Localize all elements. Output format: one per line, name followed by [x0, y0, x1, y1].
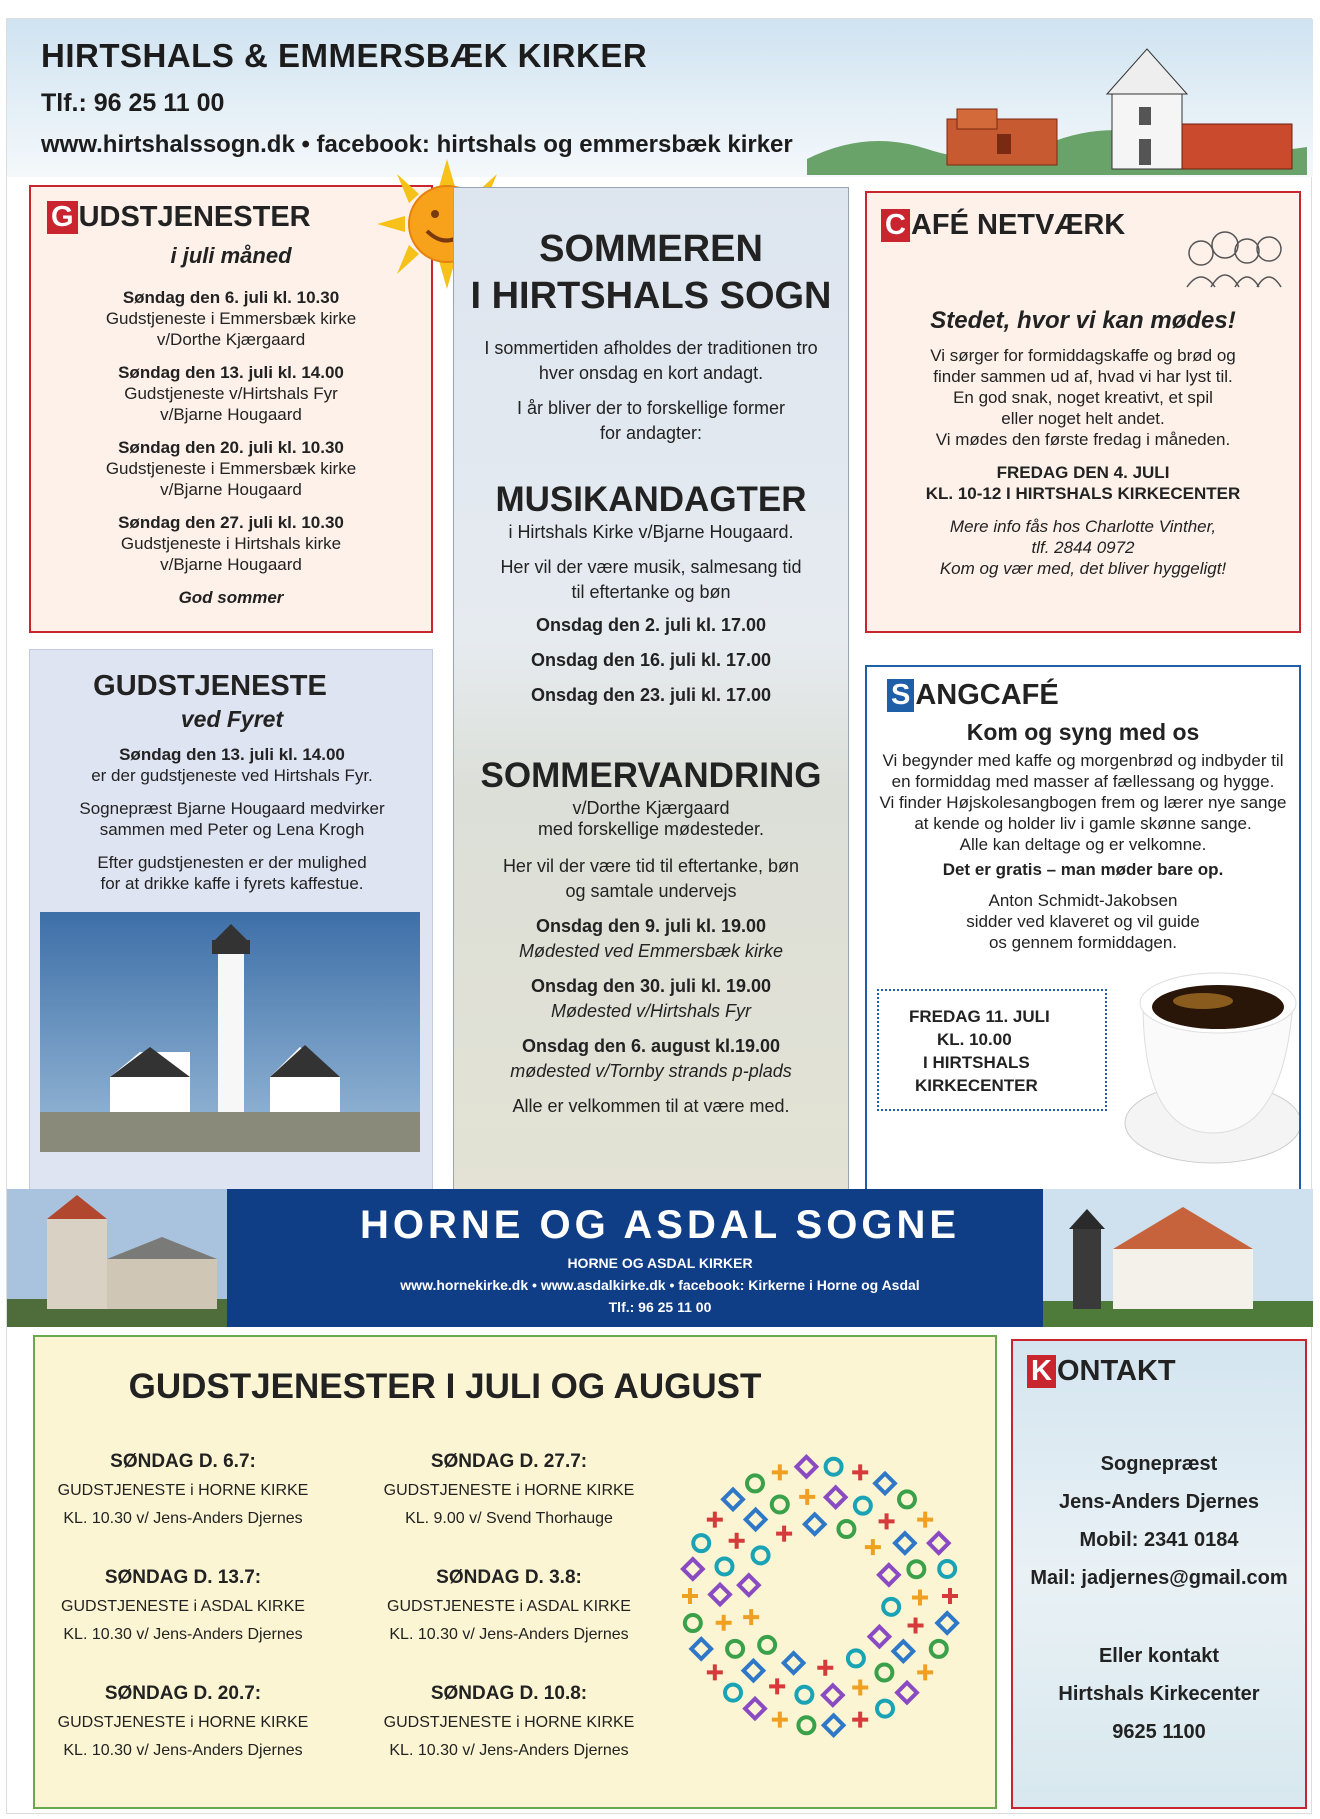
- header-title: HIRTSHALS & EMMERSBÆK KIRKER: [41, 37, 648, 74]
- sangcafe-box: [865, 665, 1301, 1191]
- lighthouse-photo: [40, 912, 420, 1152]
- gudstjenester-title: [47, 201, 311, 234]
- title-initial: K: [1027, 1355, 1056, 1388]
- fyret-line: er der gudstjeneste ved Hirtshals Fyr.: [91, 766, 373, 785]
- wreath-symbol: [805, 1514, 825, 1534]
- title-initial: C: [881, 209, 910, 242]
- wreath-symbol: [870, 1627, 890, 1647]
- wreath-symbol: [824, 1715, 844, 1735]
- schedule-what: GUDSTJENESTE i HORNE KIRKE: [383, 1482, 635, 1499]
- wreath-symbol: [852, 1464, 868, 1480]
- schedule-item: [379, 1679, 639, 1765]
- wreath-symbol: [883, 1599, 899, 1615]
- musik-date: Onsdag den 2. juli kl. 17.00: [535, 615, 767, 635]
- cafe-info: Kom og vær med, det bliver hyggeligt!: [939, 559, 1227, 578]
- vandring-place: Mødested ved Emmersbæk kirke: [518, 941, 784, 961]
- wreath-symbol: [939, 1561, 955, 1577]
- cafe-info: Mere info fås hos Charlotte Vinther,: [949, 517, 1217, 536]
- header-web: www.hirtshalssogn.dk • facebook: hirtshals og emmersbæk kirker: [41, 131, 793, 158]
- horne-web: www.hornekirke.dk • www.asdalkirke.dk • facebook: Kirkerne i Horne og Asdal: [400, 1277, 920, 1293]
- vandring-item: [454, 974, 848, 1024]
- gudstjenester-box: [29, 185, 433, 633]
- vandring-place: mødested v/Tornby strands p-plads: [510, 1061, 792, 1081]
- wreath-symbol: [716, 1558, 732, 1574]
- wreath-symbol: [865, 1539, 881, 1555]
- service-date: Søndag den 20. juli kl. 10.30: [118, 438, 344, 457]
- sommeren-box: [453, 187, 849, 1191]
- gudstjenester-footer: God sommer: [178, 588, 284, 607]
- sommeren-text: hver onsdag en kort andagt.: [538, 363, 764, 383]
- kontakt-line: Eller kontakt: [1098, 1645, 1220, 1667]
- when-line: KL. 10.00: [937, 1030, 1012, 1049]
- wreath-symbol: [725, 1685, 741, 1701]
- wreath-symbol: [685, 1615, 701, 1631]
- kontakt-line: Mobil: 2341 0184: [1079, 1529, 1239, 1551]
- fyret-subtitle: ved Fyret: [180, 706, 284, 732]
- schedule-day: SØNDAG D. 13.7:: [104, 1567, 262, 1588]
- sangcafe-when: [877, 989, 1107, 1111]
- page: [6, 18, 1312, 1814]
- fyret-text: [30, 744, 434, 894]
- wreath-symbol: [772, 1496, 788, 1512]
- title-text: ONTAKT: [1056, 1355, 1176, 1387]
- wreath-symbol: [747, 1475, 763, 1491]
- wreath-symbol: [784, 1653, 804, 1673]
- symbol-wreath-icon: [665, 1441, 975, 1751]
- wreath-symbol: [683, 1559, 703, 1579]
- coffee-cup-icon: [1103, 943, 1299, 1175]
- juli-aug-col1: [53, 1447, 313, 1765]
- header-phone: Tlf.: 96 25 11 00: [41, 89, 225, 117]
- wreath-symbol: [727, 1641, 743, 1657]
- cafe-box: [865, 191, 1301, 633]
- title-text: AFÉ NETVÆRK: [910, 209, 1126, 241]
- schedule-item: [379, 1447, 639, 1533]
- schedule-what: GUDSTJENESTE i ASDAL KIRKE: [61, 1598, 305, 1615]
- wreath-symbol: [716, 1615, 732, 1631]
- wreath-symbol: [908, 1618, 924, 1634]
- service-date: Søndag den 27. juli kl. 10.30: [118, 513, 344, 532]
- wreath-symbol: [682, 1588, 698, 1604]
- schedule-day: SØNDAG D. 6.7:: [110, 1451, 256, 1472]
- schedule-what: GUDSTJENESTE i ASDAL KIRKE: [387, 1598, 631, 1615]
- cafe-line: Vi mødes den første fredag i måneden.: [935, 430, 1231, 449]
- sommeren-text: I sommertiden afholdes der traditionen tro: [484, 338, 818, 358]
- service-line: v/Bjarne Hougaard: [160, 405, 302, 424]
- wreath-symbol: [917, 1664, 933, 1680]
- schedule-day: SØNDAG D. 3.8:: [436, 1567, 582, 1588]
- sangcafe-title: [887, 679, 1059, 712]
- schedule-day: SØNDAG D. 20.7:: [104, 1683, 262, 1704]
- schedule-what: GUDSTJENESTE i HORNE KIRKE: [57, 1714, 309, 1731]
- wreath-symbol: [817, 1660, 833, 1676]
- wreath-symbol: [917, 1512, 933, 1528]
- musik-title: MUSIKANDAGTER: [495, 480, 807, 519]
- people-icon: [1181, 227, 1287, 289]
- schedule-item: [53, 1447, 313, 1533]
- sommeren-title2: I HIRTSHALS SOGN: [470, 275, 832, 317]
- sangcafe-line: Alle kan deltage og er velkomne.: [959, 835, 1207, 854]
- service-date: Søndag den 6. juli kl. 10.30: [122, 288, 340, 307]
- wreath-symbol: [855, 1498, 871, 1514]
- wreath-symbol: [823, 1685, 843, 1705]
- wreath-symbol: [877, 1701, 893, 1717]
- sangcafe-line: at kende og holder liv i gamle skønne sange.: [914, 814, 1252, 833]
- wreath-symbol: [796, 1687, 812, 1703]
- schedule-who: KL. 10.30 v/ Jens-Anders Djernes: [63, 1626, 303, 1643]
- wreath-symbol: [739, 1575, 759, 1595]
- vandring-date: Onsdag den 6. august kl.19.00: [521, 1036, 781, 1056]
- wreath-symbol: [776, 1526, 792, 1542]
- fyret-line: Efter gudstjenesten er der mulighed: [97, 853, 367, 872]
- service-line: v/Bjarne Hougaard: [160, 480, 302, 499]
- wreath-symbol: [908, 1561, 924, 1577]
- vandring-place: Mødested v/Hirtshals Fyr: [550, 1001, 752, 1021]
- schedule-what: GUDSTJENESTE i HORNE KIRKE: [57, 1482, 309, 1499]
- fyret-line: Sognepræst Bjarne Hougaard medvirker: [79, 799, 385, 818]
- schedule-day: SØNDAG D. 27.7:: [430, 1451, 588, 1472]
- title-text: ANGCAFÉ: [915, 679, 1059, 711]
- cafe-line: finder sammen ud af, hvad vi har lyst til.: [933, 367, 1233, 386]
- gudstjenester-subtitle: i juli måned: [170, 243, 292, 268]
- header-banner: [7, 19, 1313, 177]
- when-line: KIRKECENTER: [915, 1076, 1038, 1095]
- sommeren-text: I år bliver der to forskellige former: [516, 398, 786, 418]
- wreath-symbol: [899, 1491, 915, 1507]
- wreath-symbol: [729, 1533, 745, 1549]
- title-initial: G: [47, 201, 78, 234]
- wreath-symbol: [879, 1513, 895, 1529]
- horne-title: HORNE OG ASDAL SOGNE: [359, 1203, 961, 1247]
- sangcafe-line: Vi finder Højskolesangbogen frem og lærer nye sange: [879, 793, 1287, 812]
- service-line: Gudstjeneste v/Hirtshals Fyr: [124, 384, 338, 403]
- cafe-line: Vi sørger for formiddagskaffe og brød og: [930, 346, 1236, 365]
- service-line: v/Bjarne Hougaard: [160, 555, 302, 574]
- wreath-symbol: [723, 1489, 743, 1509]
- horne-phone: Tlf.: 96 25 11 00: [608, 1299, 712, 1315]
- cafe-headline: Stedet, hvor vi kan mødes!: [930, 307, 1236, 334]
- schedule-who: KL. 10.30 v/ Jens-Anders Djernes: [63, 1742, 303, 1759]
- wreath-symbol: [744, 1661, 764, 1681]
- sommeren-title1: SOMMEREN: [539, 228, 763, 270]
- horne-sub: HORNE OG ASDAL KIRKER: [567, 1255, 753, 1271]
- gudstjenester-list: [31, 287, 431, 608]
- vandring-sub: med forskellige mødesteder.: [537, 819, 765, 839]
- cafe-title: [881, 209, 1125, 242]
- wreath-symbol: [937, 1613, 957, 1633]
- wreath-symbol: [745, 1699, 765, 1719]
- wreath-symbol: [797, 1457, 817, 1477]
- schedule-who: KL. 9.00 v/ Svend Thorhauge: [405, 1510, 613, 1527]
- church-illustration: [807, 39, 1307, 175]
- sangcafe-line: os gennem formiddagen.: [988, 933, 1178, 952]
- vandring-text: Her vil der være tid til eftertanke, bøn: [502, 856, 800, 876]
- service-item: [31, 437, 431, 500]
- wreath-symbol: [759, 1637, 775, 1653]
- service-line: Gudstjeneste i Emmersbæk kirke: [105, 309, 357, 328]
- musik-date: Onsdag den 16. juli kl. 17.00: [530, 650, 772, 670]
- kontakt-line: Sognepræst: [1100, 1453, 1218, 1475]
- sangcafe-free: Det er gratis – man møder bare op.: [942, 860, 1224, 879]
- kontakt-title: [1027, 1355, 1176, 1388]
- schedule-item: [53, 1563, 313, 1649]
- horne-banner: [7, 1189, 1313, 1327]
- wreath-symbol: [942, 1588, 958, 1604]
- sangcafe-line: sidder ved klaveret og vil guide: [966, 912, 1200, 931]
- fyret-date: Søndag den 13. juli kl. 14.00: [119, 745, 345, 764]
- schedule-day: SØNDAG D. 10.8:: [430, 1683, 588, 1704]
- sangcafe-content: [867, 719, 1299, 953]
- musik-sub: i Hirtshals Kirke v/Bjarne Hougaard.: [508, 522, 794, 542]
- wreath-symbol: [838, 1521, 854, 1537]
- wreath-symbol: [876, 1665, 892, 1681]
- sommeren-footer: Alle er velkommen til at være med.: [512, 1096, 790, 1116]
- wreath-symbol: [707, 1512, 723, 1528]
- cafe-line: En god snak, noget kreativt, et spil: [953, 388, 1213, 407]
- cafe-line: eller noget helt andet.: [1001, 409, 1165, 428]
- musik-date: Onsdag den 23. juli kl. 17.00: [530, 685, 772, 705]
- juli-aug-col2: [379, 1447, 639, 1765]
- wreath-symbol: [693, 1535, 709, 1551]
- schedule-what: GUDSTJENESTE i HORNE KIRKE: [383, 1714, 635, 1731]
- wreath-symbol: [897, 1683, 917, 1703]
- schedule-item: [379, 1563, 639, 1649]
- kontakt-box: [1011, 1339, 1307, 1809]
- service-item: [31, 512, 431, 575]
- vandring-item: [454, 1034, 848, 1084]
- vandring-title: SOMMERVANDRING: [480, 756, 822, 795]
- vandring-item: [454, 914, 848, 964]
- schedule-who: KL. 10.30 v/ Jens-Anders Djernes: [63, 1510, 303, 1527]
- vandring-date: Onsdag den 30. juli kl. 19.00: [530, 976, 772, 996]
- sangcafe-line: en formiddag med masser af fællessang og hygge.: [891, 772, 1275, 791]
- kontakt-content: [1013, 1445, 1305, 1751]
- sommeren-text: for andagter:: [599, 423, 703, 443]
- wreath-symbol: [743, 1609, 759, 1625]
- when-line: I HIRTSHALS: [923, 1053, 1030, 1072]
- wreath-symbol: [826, 1487, 846, 1507]
- service-item: [31, 362, 431, 425]
- church-photo-left: [7, 1189, 227, 1327]
- fyret-line: sammen med Peter og Lena Krogh: [99, 820, 365, 839]
- kontakt-line: 9625 1100: [1112, 1721, 1206, 1743]
- kontakt-line: Mail: jadjernes@gmail.com: [1030, 1567, 1288, 1589]
- when-line: FREDAG 11. JULI: [909, 1007, 1050, 1026]
- wreath-symbol: [710, 1585, 730, 1605]
- wreath-symbol: [929, 1533, 949, 1553]
- service-date: Søndag den 13. juli kl. 14.00: [118, 363, 344, 382]
- wreath-symbol: [848, 1650, 864, 1666]
- kontakt-line: Jens-Anders Djernes: [1058, 1491, 1260, 1513]
- fyret-title: GUDSTJENESTE: [93, 670, 327, 702]
- wreath-symbol: [893, 1641, 913, 1661]
- wreath-symbol: [772, 1712, 788, 1728]
- wreath-symbol: [852, 1712, 868, 1728]
- cafe-content: [867, 307, 1299, 579]
- vandring-sub: v/Dorthe Kjærgaard: [572, 798, 730, 818]
- wreath-symbol: [931, 1641, 947, 1657]
- cafe-info: tlf. 2844 0972: [1031, 538, 1135, 557]
- cafe-when: KL. 10-12 I HIRTSHALS KIRKECENTER: [925, 484, 1241, 503]
- title-text: UDSTJENESTER: [78, 201, 311, 233]
- wreath-symbol: [852, 1680, 868, 1696]
- wreath-symbol: [826, 1459, 842, 1475]
- juli-aug-box: [33, 1335, 997, 1809]
- wreath-symbol: [875, 1474, 895, 1494]
- wreath-symbol: [799, 1489, 815, 1505]
- title-initial: S: [887, 679, 914, 712]
- kontakt-line: Hirtshals Kirkecenter: [1058, 1683, 1260, 1705]
- wreath-symbol: [912, 1589, 928, 1605]
- wreath-symbol: [895, 1533, 915, 1553]
- schedule-who: KL. 10.30 v/ Jens-Anders Djernes: [389, 1626, 629, 1643]
- schedule-who: KL. 10.30 v/ Jens-Anders Djernes: [389, 1742, 629, 1759]
- vandring-text: og samtale undervejs: [565, 881, 737, 901]
- schedule-item: [53, 1679, 313, 1765]
- sangcafe-line: Anton Schmidt-Jakobsen: [988, 891, 1178, 910]
- service-line: v/Dorthe Kjærgaard: [156, 330, 306, 349]
- juli-aug-title: GUDSTJENESTER I JULI OG AUGUST: [128, 1367, 762, 1406]
- wreath-symbol: [798, 1717, 814, 1733]
- vandring-date: Onsdag den 9. juli kl. 19.00: [535, 916, 767, 936]
- wreath-symbol: [879, 1565, 899, 1585]
- wreath-symbol: [746, 1510, 766, 1530]
- sangcafe-line: Vi begynder med kaffe og morgenbrød og indbyder til: [882, 751, 1284, 770]
- wreath-symbol: [753, 1547, 769, 1563]
- wreath-symbol: [772, 1464, 788, 1480]
- musik-text: Her vil der være musik, salmesang tid: [500, 557, 802, 577]
- wreath-symbol: [707, 1664, 723, 1680]
- fyret-line: for at drikke kaffe i fyrets kaffestue.: [100, 874, 364, 893]
- church-photo-right: [1043, 1189, 1313, 1327]
- sangcafe-headline: Kom og syng med os: [966, 719, 1200, 745]
- musik-text: til eftertanke og bøn: [571, 582, 731, 602]
- wreath-symbol: [691, 1639, 711, 1659]
- wreath-symbol: [769, 1678, 785, 1694]
- service-line: Gudstjeneste i Hirtshals kirke: [120, 534, 342, 553]
- cafe-when: FREDAG DEN 4. JULI: [996, 463, 1170, 482]
- service-line: Gudstjeneste i Emmersbæk kirke: [105, 459, 357, 478]
- service-item: [31, 287, 431, 350]
- fyret-box: [29, 649, 433, 1191]
